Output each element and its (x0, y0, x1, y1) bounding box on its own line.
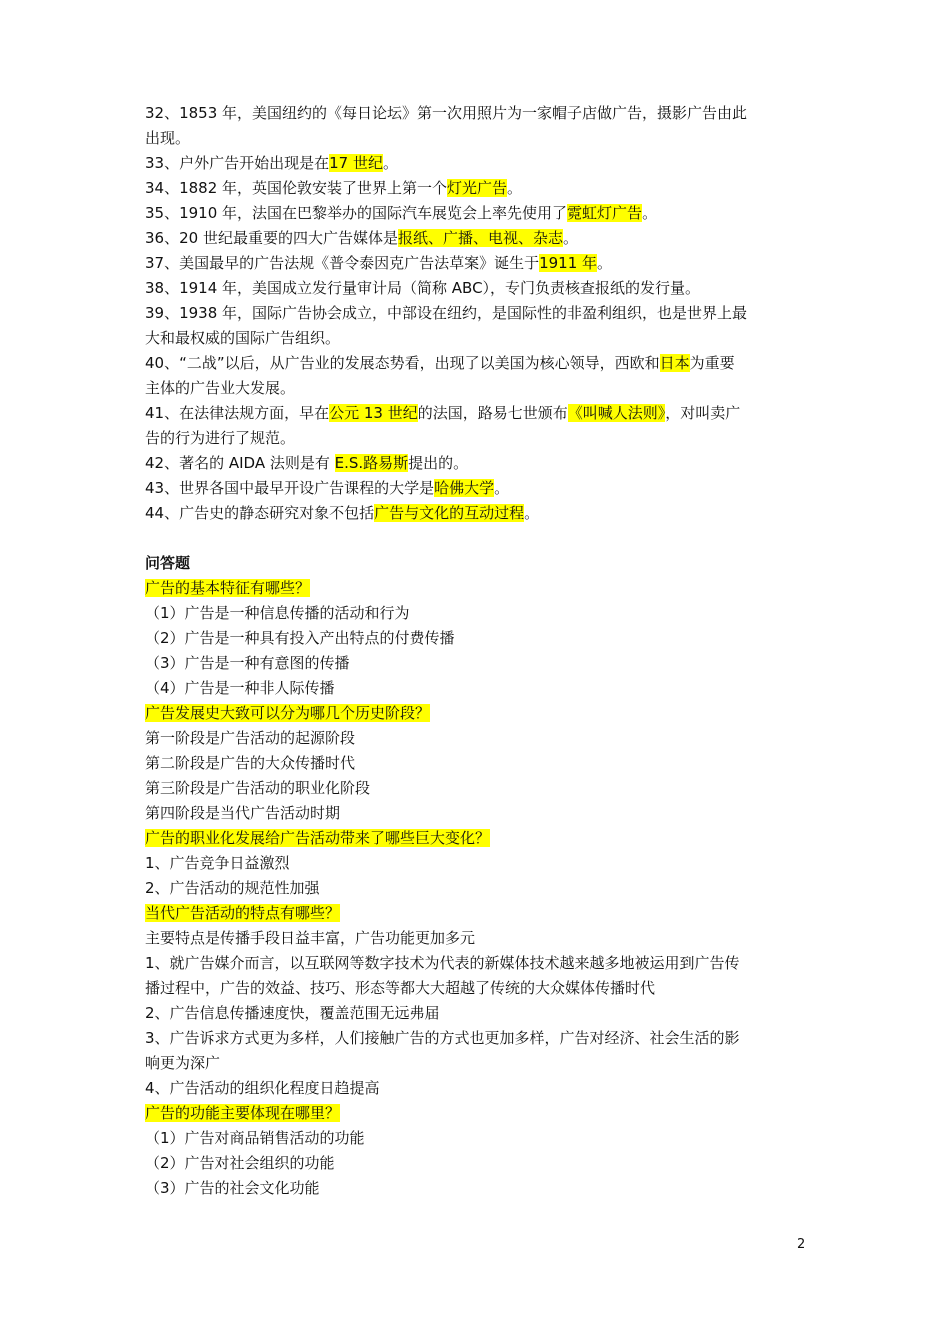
fact-40-line1 (145, 351, 813, 376)
answer-2-3: 第三阶段是广告活动的职业化阶段 (145, 779, 371, 797)
spacer (145, 526, 813, 551)
fact-34 (145, 176, 813, 201)
fact-39-line1: 39、1938 年，国际广告协会成立，中部设在纽约，是国际性的非盈利组织，也是世界上最 (145, 304, 748, 322)
answer-3-2: 2、广告活动的规范性加强 (145, 879, 320, 897)
fact-37 (145, 251, 813, 276)
fact-text: 。 (494, 479, 510, 497)
fact-highlight: 灯光广告 (447, 179, 508, 197)
answer-2-2: 第二阶段是广告的大众传播时代 (145, 754, 356, 772)
answer-4-3: 播过程中，广告的效益、技巧、形态等都大大超越了传统的大众媒体传播时代 (145, 979, 656, 997)
fact-41-line1 (145, 401, 813, 426)
question-1 (145, 576, 813, 601)
answer-5-2: （2）广告对社会组织的功能 (145, 1154, 335, 1172)
fact-42 (145, 451, 813, 476)
answer-4-7: 4、广告活动的组织化程度日趋提高 (145, 1079, 380, 1097)
page-content (145, 101, 813, 1201)
fact-highlight: 《叫喊人法则》 (567, 404, 666, 422)
answer-5-3: （3）广告的社会文化功能 (145, 1179, 320, 1197)
fact-text: 34、1882 年，英国伦敦安装了世界上第一个 (145, 179, 448, 197)
fact-text: 36、20 世纪最重要的四大广告媒体是 (145, 229, 398, 247)
fact-43 (145, 476, 813, 501)
fact-highlight: 霓虹灯广告 (567, 204, 643, 222)
fact-text: 42、著名的 AIDA 法则是有 (145, 454, 335, 472)
answer-4-2: 1、就广告媒介而言，以互联网等数字技术为代表的新媒体技术越来越多地被运用到广告传 (145, 954, 740, 972)
answer-3-1: 1、广告竞争日益激烈 (145, 854, 290, 872)
fact-32-line2: 出现。 (145, 129, 191, 147)
answer-1-4: （4）广告是一种非人际传播 (145, 679, 335, 697)
fact-33 (145, 151, 813, 176)
fact-highlight: 哈佛大学 (434, 479, 495, 497)
section-title: 问答题 (145, 554, 191, 572)
fact-highlight: 广告与文化的互动过程 (374, 504, 525, 522)
fact-38: 38、1914 年，美国成立发行量审计局（简称 ABC），专门负责核查报纸的发行量。 (145, 279, 701, 297)
fact-text: 33、户外广告开始出现是在 (145, 154, 330, 172)
question-text: 广告的功能主要体现在哪里？ (145, 1104, 341, 1122)
fact-text: 。 (562, 229, 578, 247)
fact-text: 。 (507, 179, 523, 197)
answer-4-1: 主要特点是传播手段日益丰富，广告功能更加多元 (145, 929, 476, 947)
answer-1-2: （2）广告是一种具有投入产出特点的付费传播 (145, 629, 455, 647)
question-text: 广告发展史大致可以分为哪几个历史阶段？ (145, 704, 431, 722)
answer-4-5: 3、广告诉求方式更为多样，人们接触广告的方式也更加多样，广告对经济、社会生活的影 (145, 1029, 740, 1047)
answer-4-4: 2、广告信息传播速度快，覆盖范围无远弗届 (145, 1004, 440, 1022)
fact-32-line1: 32、1853 年，美国纽约的《每日论坛》第一次用照片为一家帽子店做广告，摄影广告由此 (145, 104, 748, 122)
fact-highlight: E.S.路易斯 (334, 454, 409, 472)
fact-36 (145, 226, 813, 251)
fact-41-line2: 告的行为进行了规范。 (145, 429, 296, 447)
fact-text: 43、世界各国中最早开设广告课程的大学是 (145, 479, 435, 497)
fact-highlight: 1911 年 (539, 254, 598, 272)
answer-5-1: （1）广告对商品销售活动的功能 (145, 1129, 365, 1147)
fact-44 (145, 501, 813, 526)
answer-1-3: （3）广告是一种有意图的传播 (145, 654, 350, 672)
answer-4-6: 响更为深广 (145, 1054, 221, 1072)
fact-text: 。 (382, 154, 398, 172)
answer-1-1: （1）广告是一种信息传播的活动和行为 (145, 604, 410, 622)
fact-highlight: 17 世纪 (329, 154, 383, 172)
fact-39-line2: 大和最权威的国际广告组织。 (145, 329, 341, 347)
fact-text: ，对叫卖广 (665, 404, 741, 422)
fact-text: 。 (642, 204, 658, 222)
fact-text: 37、美国最早的广告法规《普令泰因克广告法草案》诞生于 (145, 254, 540, 272)
question-text: 广告的基本特征有哪些？ (145, 579, 311, 597)
fact-text: 。 (597, 254, 613, 272)
fact-highlight: 报纸、广播、电视、杂志 (397, 229, 563, 247)
question-2 (145, 701, 813, 726)
fact-text: 40、“二战”以后，从广告业的发展态势看，出现了以美国为核心领导，西欧和 (145, 354, 660, 372)
fact-text: 。 (524, 504, 540, 522)
question-5 (145, 1101, 813, 1126)
answer-2-4: 第四阶段是当代广告活动时期 (145, 804, 341, 822)
page-number: 2 (797, 1237, 806, 1252)
question-text: 当代广告活动的特点有哪些？ (145, 904, 341, 922)
fact-text: 44、广告史的静态研究对象不包括 (145, 504, 375, 522)
fact-35 (145, 201, 813, 226)
question-4 (145, 901, 813, 926)
fact-text: 的法国，路易七世颁布 (417, 404, 568, 422)
fact-text: 为重要 (689, 354, 735, 372)
answer-2-1: 第一阶段是广告活动的起源阶段 (145, 729, 356, 747)
fact-text: 提出的。 (408, 454, 469, 472)
fact-text: 35、1910 年，法国在巴黎举办的国际汽车展览会上率先使用了 (145, 204, 568, 222)
question-3 (145, 826, 813, 851)
question-text: 广告的职业化发展给广告活动带来了哪些巨大变化？ (145, 829, 491, 847)
fact-text: 41、在法律法规方面，早在 (145, 404, 330, 422)
fact-highlight: 日本 (659, 354, 690, 372)
fact-highlight: 公元 13 世纪 (329, 404, 418, 422)
fact-40-line2: 主体的广告业大发展。 (145, 379, 296, 397)
